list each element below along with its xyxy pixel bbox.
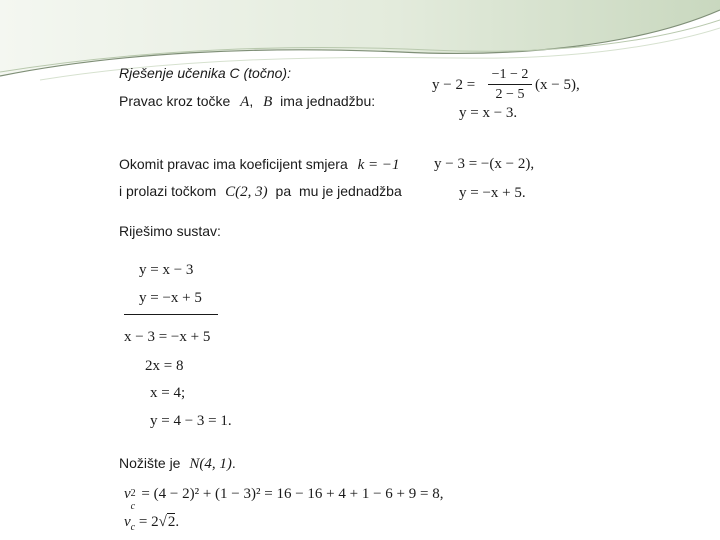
- vc-var2: v: [124, 514, 131, 530]
- foot-line: [119, 456, 236, 472]
- k-value: k = −1: [357, 157, 400, 173]
- decorative-swoosh: [0, 0, 720, 90]
- foot-dot: .: [231, 455, 236, 471]
- comma: ,: [249, 93, 254, 109]
- eq-ab-rhs: (x − 5),: [535, 77, 580, 93]
- system-step2: x = 4;: [150, 385, 186, 401]
- vc-var: v: [124, 486, 131, 502]
- perp-text-line2: [119, 184, 402, 200]
- perp-text1: Okomit pravac ima koeficijent smjera: [119, 156, 348, 172]
- system-label: Riješimo sustav:: [119, 223, 221, 239]
- eq-ab-result: y = x − 3.: [459, 105, 518, 121]
- line-ab-after: ima jednadžbu:: [280, 93, 376, 109]
- vc-squared-rhs: = (4 − 2)² + (1 − 3)² = 16 − 16 + 4 + 1 − 6 + 9 = 8,: [141, 486, 444, 502]
- eq-ab-lhs: y − 2 =: [432, 77, 476, 93]
- system-eq2: y = −x + 5: [139, 290, 202, 306]
- perp-text-line1: [119, 157, 400, 173]
- vc-radicand: 2: [167, 514, 176, 530]
- perp-text2c: mu je jednadžba: [299, 183, 402, 199]
- perp-text2a: i prolazi točkom: [119, 183, 217, 199]
- eq-perp-line2: y = −x + 5.: [459, 185, 526, 201]
- vc-squared-line: [124, 486, 444, 512]
- system-step3: y = 4 − 3 = 1.: [150, 413, 232, 429]
- vc-line: [124, 515, 179, 533]
- foot-text: Nožište je: [119, 455, 181, 471]
- vc-eq: = 2: [138, 514, 159, 530]
- system-sum: x − 3 = −x + 5: [124, 329, 211, 345]
- line-ab-text: [119, 94, 375, 110]
- perp-text2b: pa: [275, 183, 292, 199]
- vc-sup: 2: [130, 488, 136, 499]
- eq-ab-numerator: −1 − 2: [488, 68, 532, 85]
- vc-end: .: [175, 514, 180, 530]
- point-c: C(2, 3): [225, 184, 268, 200]
- point-n: N(4, 1): [189, 456, 232, 472]
- vc-sub2: c: [130, 522, 136, 533]
- vc-sub: c: [130, 501, 136, 512]
- sqrt-sign: √: [158, 514, 167, 530]
- point-a: A: [240, 94, 250, 110]
- eq-perp-line1: y − 3 = −(x − 2),: [434, 156, 535, 172]
- eq-ab-denominator: 2 − 5: [495, 87, 525, 102]
- eq-ab-fraction: [488, 68, 532, 102]
- sum-rule: [124, 314, 218, 315]
- point-b: B: [263, 94, 273, 110]
- line-ab-before: Pravac kroz točke: [119, 93, 231, 109]
- system-step1: 2x = 8: [145, 358, 184, 374]
- system-eq1: y = x − 3: [139, 262, 194, 278]
- solution-heading: Rješenje učenika C (točno):: [119, 65, 291, 81]
